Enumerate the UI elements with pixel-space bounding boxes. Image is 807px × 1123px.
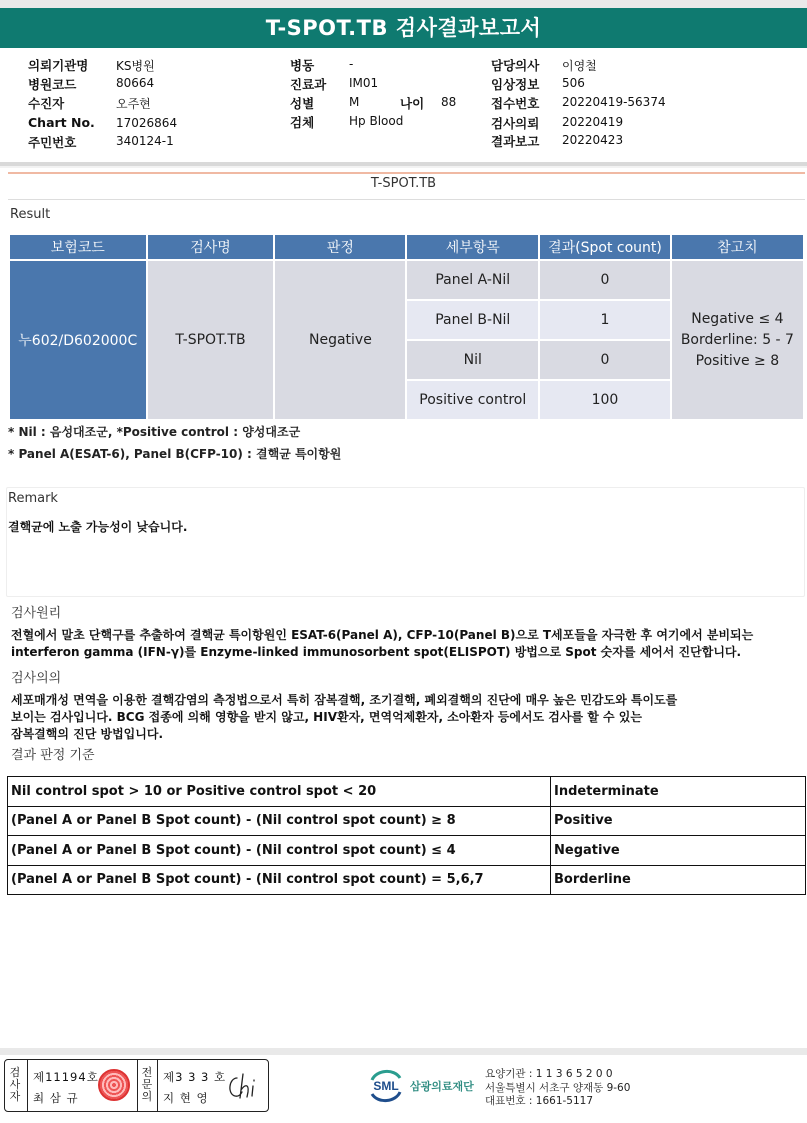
inspector-license: 제11194호 — [33, 1070, 99, 1084]
criteria-heading: 결과 판정 기준 — [11, 748, 95, 763]
info-value: 오주현 — [116, 97, 151, 111]
notes — [8, 423, 341, 467]
criteria-condition: (Panel A or Panel B Spot count) - (Nil control spot count) = 5,6,7 — [8, 865, 551, 895]
criteria-condition: (Panel A or Panel B Spot count) - (Nil control spot count) ≥ 8 — [8, 806, 551, 836]
age-label: 나이 — [400, 96, 425, 111]
info-label: 성별 — [290, 96, 315, 111]
note-line: * Nil : 음성대조군, *Positive control : 양성대조군 — [8, 425, 301, 439]
criteria-condition: (Panel A or Panel B Spot count) - (Nil control spot count) ≤ 4 — [8, 836, 551, 866]
doctor-license: 제3 3 3 호 — [163, 1070, 227, 1084]
lab-address: 서울특별시 서초구 양재동 9-60 — [485, 1081, 631, 1094]
table-row — [8, 777, 806, 807]
info-value: 20220419 — [562, 115, 624, 129]
header-insurance-code: 보험코드 — [10, 235, 146, 259]
detail-item-cell: Positive control — [407, 381, 538, 419]
seal-stamp — [98, 1069, 130, 1101]
doctor-title: 전문의 — [141, 1066, 153, 1103]
patient-info — [0, 50, 807, 168]
header-result: 결과(Spot count) — [540, 235, 670, 259]
divider — [0, 166, 807, 168]
criteria-table — [7, 776, 806, 895]
note-line: * Panel A(ESAT-6), Panel B(CFP-10) : 결핵균 특이항원 — [8, 447, 342, 461]
table-row — [8, 806, 806, 836]
info-label: 접수번호 — [491, 96, 540, 111]
logo-text: SML — [373, 1079, 399, 1093]
significance-line: 잠복결핵의 진단 방법입니다. — [11, 727, 164, 741]
remark-text: 결핵균에 노출 가능성이 낮습니다. — [8, 520, 188, 534]
info-label: 결과보고 — [491, 134, 540, 149]
divider — [27, 1060, 28, 1111]
detail-item-cell: Panel A-Nil — [407, 261, 538, 299]
info-value: 20220423 — [562, 133, 624, 147]
criteria-result: Indeterminate — [551, 777, 806, 807]
section-title: T-SPOT.TB — [370, 176, 437, 191]
table-row — [8, 865, 806, 895]
criteria-result: Negative — [551, 836, 806, 866]
principle-line: 전혈에서 말초 단핵구를 추출하여 결핵균 특이항원인 ESAT-6(Panel A), CFP-10(Panel B)으로 T세포들을 자극한 후 여기에서 분비되는 — [11, 628, 754, 642]
divider — [137, 1060, 138, 1111]
sml-logo-icon — [366, 1066, 406, 1106]
criteria-result: Borderline — [551, 865, 806, 895]
result-value-cell: 0 — [540, 261, 670, 299]
info-label: 담당의사 — [491, 58, 540, 73]
lab-phone: 대표번호 : 1661-5117 — [485, 1095, 594, 1107]
age-value: 88 — [441, 95, 457, 109]
lab-institution-no: 요양기관 : 1 1 3 6 5 2 0 0 — [485, 1068, 613, 1080]
lab-name: 삼광의료재단 — [410, 1080, 474, 1093]
result-value-cell: 0 — [540, 341, 670, 379]
reference-line: Negative ≤ 4 — [691, 310, 784, 327]
info-label: 임상정보 — [491, 77, 540, 92]
reference-line: Borderline: 5 - 7 — [680, 331, 794, 348]
inspector-name: 최 삼 규 — [33, 1091, 79, 1105]
info-label: Chart No. — [28, 115, 95, 130]
header-test-name: 검사명 — [148, 235, 274, 259]
table-row — [8, 836, 806, 866]
info-label: 주민번호 — [28, 135, 77, 150]
info-value: 340124-1 — [116, 134, 174, 148]
divider — [157, 1060, 158, 1111]
header-reference: 참고치 — [672, 235, 803, 259]
info-label: 수진자 — [28, 96, 65, 111]
info-value: M — [349, 95, 360, 109]
result-label: Result — [10, 207, 51, 222]
principle-heading: 검사원리 — [11, 606, 62, 621]
lab-info — [485, 1068, 630, 1109]
info-label: 검사의뢰 — [491, 116, 540, 131]
info-label: 병원코드 — [28, 77, 77, 92]
significance-line: 세포매개성 면역을 이용한 결핵감염의 측정법으로서 특히 잠복결핵, 조기결핵, 폐외결핵의 진단에 매우 높은 민감도와 특이도를 — [11, 693, 678, 707]
info-value: - — [349, 57, 354, 71]
header-judgement: 판정 — [275, 235, 405, 259]
significance-line: 보이는 검사입니다. BCG 접종에 의해 영향을 받지 않고, HIV환자, 면역억제환자, 소아환자 등에서도 검사를 할 수 있는 — [11, 710, 642, 724]
test-name-cell: T-SPOT.TB — [148, 261, 274, 419]
info-value: KS병원 — [116, 59, 155, 73]
info-value: 506 — [562, 76, 585, 90]
info-label: 진료과 — [290, 77, 327, 92]
significance-text — [11, 692, 807, 743]
info-value: 80664 — [116, 76, 155, 90]
info-label: 검체 — [290, 115, 315, 130]
remark-box — [6, 487, 805, 597]
info-value: 20220419-56374 — [562, 95, 666, 109]
info-label: 병동 — [290, 58, 315, 73]
result-value-cell: 100 — [540, 381, 670, 419]
info-value: IM01 — [349, 76, 379, 90]
remark-label: Remark — [8, 491, 58, 506]
doctor-name: 지 현 영 — [163, 1091, 209, 1105]
signature-box — [4, 1059, 269, 1112]
header-detail-item: 세부항목 — [407, 235, 538, 259]
insurance-code-cell: 누602/D602000C — [10, 261, 146, 419]
report-title: T-SPOT.TB 검사결과보고서 — [0, 8, 807, 48]
result-value-cell: 1 — [540, 301, 670, 339]
info-value: 17026864 — [116, 116, 178, 130]
reference-cell — [672, 261, 803, 419]
result-table — [8, 233, 805, 421]
reference-line: Positive ≥ 8 — [695, 352, 780, 369]
info-value: Hp Blood — [349, 114, 404, 128]
judgement-cell: Negative — [275, 261, 405, 419]
handwritten-signature — [223, 1072, 263, 1102]
bottom-band — [0, 1048, 807, 1055]
criteria-result: Positive — [551, 806, 806, 836]
principle-text — [11, 627, 807, 661]
table-row — [10, 261, 803, 299]
info-value: 이영철 — [562, 59, 597, 73]
info-label: 의뢰기관명 — [28, 58, 89, 73]
top-band — [0, 0, 807, 8]
detail-item-cell: Panel B-Nil — [407, 301, 538, 339]
inspector-title: 검사자 — [9, 1066, 21, 1103]
significance-heading: 검사의의 — [11, 671, 62, 686]
criteria-condition: Nil control spot > 10 or Positive control spot < 20 — [8, 777, 551, 807]
detail-item-cell: Nil — [407, 341, 538, 379]
result-header-row — [10, 235, 803, 259]
principle-line: interferon gamma (IFN-γ)를 Enzyme-linked immunosorbent spot(ELISPOT) 방법으로 Spot 숫자를 세어서 진단합니다. — [11, 645, 742, 659]
